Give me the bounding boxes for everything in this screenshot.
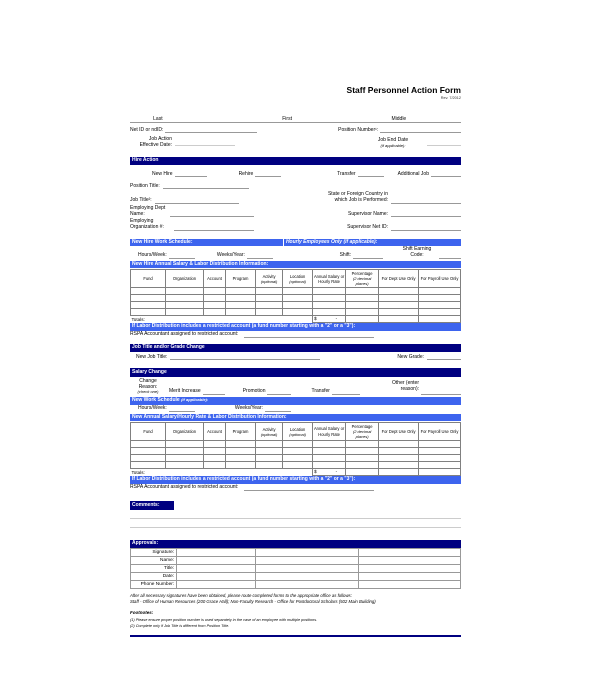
rspa-field-1[interactable] — [244, 332, 374, 338]
date-label: Date: — [131, 573, 177, 581]
netid-label: Net ID or ndID: — [130, 126, 164, 133]
cell[interactable] — [226, 288, 256, 295]
footnotes-label: Footnotes: — [130, 610, 154, 616]
cell[interactable] — [131, 448, 166, 455]
cell[interactable] — [346, 462, 379, 469]
promotion-label: Promotion — [242, 388, 266, 395]
employee-name-field[interactable] — [130, 115, 461, 123]
table-row — [131, 309, 461, 316]
form-title: Staff Personnel Action Form — [346, 85, 461, 95]
name-label: Name: — [131, 557, 177, 565]
table-row — [131, 288, 461, 295]
shift-label: Shift: — [339, 252, 351, 259]
cell[interactable] — [346, 448, 379, 455]
cell[interactable] — [379, 309, 419, 316]
col-percentage: Percentage (2 decimal places) — [346, 423, 379, 441]
col-organization: Organization — [165, 270, 203, 288]
cell[interactable] — [203, 309, 225, 316]
end-date-field[interactable] — [427, 140, 461, 146]
comments-area[interactable] — [174, 501, 461, 510]
state-country-label: State or Foreign Country in which Job is Performed: — [327, 191, 388, 204]
rspa-label: RSPA Accountant assigned to restricted account: — [130, 331, 239, 338]
cell[interactable] — [131, 288, 166, 295]
rehire-label: Rehire — [238, 170, 254, 177]
schedule2-row — [130, 406, 461, 412]
new-job-title-field[interactable] — [170, 354, 320, 360]
cell[interactable] — [419, 302, 461, 309]
cell[interactable] — [256, 441, 283, 448]
position-title-field[interactable] — [163, 183, 249, 189]
cell[interactable] — [165, 302, 203, 309]
approvals-table — [130, 548, 461, 589]
title-label: Title: — [131, 565, 177, 573]
cell[interactable] — [203, 455, 225, 462]
employing-org-label: Employing Organization #: — [130, 218, 164, 231]
approval-cell[interactable] — [177, 581, 256, 589]
labor-distribution-table-2 — [130, 422, 461, 476]
rspa-field-2[interactable] — [244, 485, 374, 491]
table-row — [131, 455, 461, 462]
job-title-field[interactable] — [155, 198, 239, 204]
col-dept-use: For Dept Use Only — [379, 423, 419, 441]
approval-cell[interactable] — [358, 565, 460, 573]
cell[interactable] — [131, 295, 166, 302]
shift-earning-code-label: Shift Earning Code: — [402, 246, 432, 259]
cell[interactable] — [313, 295, 346, 302]
cell[interactable] — [379, 469, 419, 476]
change-reason-row — [130, 379, 461, 395]
section-restricted-account-1: If Labor Distribution includes a restricted account (a fund number starting with a "2" or a "3"): — [130, 323, 461, 331]
table-row — [131, 302, 461, 309]
cell[interactable] — [226, 441, 256, 448]
dates-row — [130, 137, 461, 149]
footnote-2: (2) Complete only if Job Title is different from Position Title. — [130, 623, 230, 628]
section-restricted-account-2: If Labor Distribution includes a restricted account (a fund number starting with a "2" or a "3"): — [130, 476, 461, 484]
cell[interactable] — [379, 448, 419, 455]
effective-date-label: Job Action Effective Date: — [139, 136, 172, 149]
section-approvals: Approvals: — [130, 540, 461, 549]
totals-amount: $ - — [313, 316, 346, 323]
cell[interactable] — [419, 448, 461, 455]
job-title-label: Job Title²: — [130, 197, 152, 204]
rspa-label: RSPA Accountant assigned to restricted account: — [130, 483, 239, 490]
cell[interactable] — [131, 309, 166, 316]
cell[interactable] — [165, 448, 203, 455]
section-new-hire-work-schedule: New Hire Work Schedule: — [130, 239, 283, 247]
cell[interactable] — [346, 295, 379, 302]
approval-row — [131, 549, 461, 557]
new-hire-field[interactable] — [175, 171, 207, 177]
totals-row — [131, 316, 461, 323]
cell[interactable] — [165, 441, 203, 448]
cell[interactable] — [419, 309, 461, 316]
cell[interactable] — [256, 448, 283, 455]
approval-cell[interactable] — [177, 573, 256, 581]
cell[interactable] — [313, 309, 346, 316]
cell[interactable] — [283, 455, 313, 462]
col-fund: Fund — [131, 423, 166, 441]
comments-line[interactable] — [130, 510, 461, 519]
rspa-row-2 — [130, 485, 461, 491]
cell[interactable] — [165, 295, 203, 302]
col-salary-rate: Annual Salary or Hourly Rate — [313, 423, 346, 441]
cell[interactable] — [226, 448, 256, 455]
position-number-field[interactable] — [380, 127, 461, 133]
cell[interactable] — [346, 288, 379, 295]
cell[interactable] — [283, 462, 313, 469]
org-row — [130, 219, 461, 231]
cell[interactable] — [283, 309, 313, 316]
effective-date-field[interactable] — [175, 140, 235, 146]
cell[interactable] — [379, 288, 419, 295]
cell[interactable] — [165, 288, 203, 295]
section-grade-change: Job Title and/or Grade Change — [130, 344, 461, 353]
approval-row — [131, 573, 461, 581]
cell[interactable] — [379, 302, 419, 309]
cell[interactable] — [419, 469, 461, 476]
table-header-row — [131, 270, 461, 288]
routing-instructions — [130, 593, 461, 605]
position-number-label: Position Number¹: — [338, 126, 379, 133]
shift-earning-code-field[interactable] — [439, 253, 461, 259]
col-salary-rate: Annual Salary or Hourly Rate — [313, 270, 346, 288]
rspa-row-1 — [130, 332, 461, 338]
cell[interactable] — [346, 309, 379, 316]
cell[interactable] — [203, 441, 225, 448]
cell[interactable] — [419, 441, 461, 448]
transfer-label: Transfer — [337, 170, 356, 177]
transfer-field[interactable] — [358, 171, 384, 177]
supervisor-netid-label: Supervisor Net ID: — [347, 224, 388, 231]
approval-row — [131, 557, 461, 565]
col-percentage: Percentage (2 decimal places) — [346, 270, 379, 288]
cell[interactable] — [379, 441, 419, 448]
supervisor-name-field[interactable] — [391, 211, 461, 217]
cell[interactable] — [131, 455, 166, 462]
comments-line[interactable] — [130, 519, 461, 528]
col-program: Program — [226, 423, 256, 441]
cell[interactable] — [419, 316, 461, 323]
supervisor-netid-field[interactable] — [391, 225, 461, 231]
shift-field[interactable] — [353, 253, 383, 259]
other-reason-label: Other (enter reason): — [392, 380, 419, 392]
approval-cell[interactable] — [358, 549, 460, 557]
cell[interactable] — [346, 316, 379, 323]
cell[interactable] — [313, 462, 346, 469]
cell[interactable] — [283, 295, 313, 302]
approval-cell[interactable] — [256, 557, 358, 565]
cell[interactable] — [379, 316, 419, 323]
merit-increase-label: Merit Increase — [169, 388, 201, 395]
phone-number-label: Phone Number: — [131, 581, 177, 589]
cell[interactable] — [131, 462, 166, 469]
cell[interactable] — [226, 295, 256, 302]
cell[interactable] — [419, 295, 461, 302]
cell[interactable] — [165, 462, 203, 469]
cell[interactable] — [313, 441, 346, 448]
new-grade-field[interactable] — [427, 354, 461, 360]
hours-week-field[interactable] — [169, 253, 195, 259]
table-row — [131, 295, 461, 302]
form-page — [130, 86, 461, 637]
cell[interactable] — [226, 302, 256, 309]
cell[interactable] — [346, 302, 379, 309]
schedule-fields-row — [130, 247, 461, 259]
cell[interactable] — [346, 469, 379, 476]
promotion-field[interactable] — [267, 389, 291, 395]
approval-cell[interactable] — [358, 581, 460, 589]
comments-label: Comments: — [130, 501, 174, 510]
approval-row — [131, 565, 461, 573]
hours-week-label: Hours/Week: — [138, 252, 167, 259]
col-payroll-use: For Payroll Use Only — [419, 270, 461, 288]
position-title-label: Position Title: — [130, 182, 160, 189]
col-payroll-use: For Payroll Use Only — [419, 423, 461, 441]
cell[interactable] — [203, 295, 225, 302]
position-title-row — [130, 183, 461, 189]
cell[interactable] — [131, 302, 166, 309]
merit-increase-field[interactable] — [203, 389, 225, 395]
cell[interactable] — [256, 295, 283, 302]
routing-line-1: After all necessary signatures have been obtained, please route completed forms to the appropriate office as follows: — [130, 593, 352, 599]
approval-cell[interactable] — [256, 581, 358, 589]
cell[interactable] — [313, 448, 346, 455]
cell[interactable] — [165, 455, 203, 462]
cell[interactable] — [379, 295, 419, 302]
id-row — [130, 127, 461, 133]
employing-dept-label: Employing Dept Name: — [130, 204, 166, 217]
change-reason-label: Change Reason: (check one) — [137, 377, 159, 395]
approval-cell[interactable] — [256, 565, 358, 573]
bottom-rule — [130, 635, 461, 637]
section-salary-change: Salary Change — [130, 368, 461, 377]
table-header-row — [131, 423, 461, 441]
cell[interactable] — [283, 302, 313, 309]
new-hire-label: New Hire — [152, 170, 173, 177]
cell[interactable] — [283, 288, 313, 295]
additional-job-label: Additional Job — [397, 170, 429, 177]
section-hire-action: Hire Action — [130, 157, 461, 166]
weeks-year-label-2: Weeks/Year: — [234, 404, 263, 411]
hire-type-row — [130, 171, 461, 177]
signature-label: Signature: — [131, 549, 177, 557]
labor-distribution-table-1 — [130, 269, 461, 323]
cell[interactable] — [419, 288, 461, 295]
cell[interactable] — [379, 462, 419, 469]
cell[interactable] — [283, 441, 313, 448]
cell[interactable] — [256, 462, 283, 469]
cell[interactable] — [346, 441, 379, 448]
netid-field[interactable] — [165, 127, 257, 133]
end-date-label: Job End Date (if applicable): — [377, 136, 409, 148]
col-account: Account — [203, 270, 225, 288]
totals-label: Totals: — [131, 317, 145, 323]
new-grade-label: New Grade: — [397, 353, 424, 360]
col-activity: Activity (optional) — [256, 270, 283, 288]
cell[interactable] — [256, 309, 283, 316]
comments-section — [130, 501, 461, 510]
cell[interactable] — [419, 455, 461, 462]
footnote-1: (1) Please ensure proper position number is used separately in the case of an employee with multiple positions. — [130, 618, 318, 623]
cell[interactable] — [203, 462, 225, 469]
approval-cell[interactable] — [256, 549, 358, 557]
employing-dept-field[interactable] — [170, 211, 254, 217]
cell[interactable] — [226, 309, 256, 316]
cell[interactable] — [203, 448, 225, 455]
cell[interactable] — [419, 462, 461, 469]
routing-line-2: Staff - Office of Human Resources (200 Grace Hall); Non-Faculty Research - Office for Postdoctoral Scholars (502 Main Building) — [130, 599, 376, 605]
cell[interactable] — [256, 302, 283, 309]
weeks-year-field[interactable] — [247, 253, 273, 259]
cell[interactable] — [203, 302, 225, 309]
section-new-hire-salary-distribution: New Hire Annual Salary & Labor Distribution Information: — [130, 261, 461, 269]
table-row — [131, 441, 461, 448]
hours-week-label-2: Hours/Week: — [138, 404, 167, 411]
col-location: Location (optional) — [283, 423, 313, 441]
col-account: Account — [203, 423, 225, 441]
state-country-field[interactable] — [391, 198, 461, 204]
cell[interactable] — [256, 455, 283, 462]
hours-week-field-2[interactable] — [169, 406, 195, 412]
last-name-label: Last — [153, 116, 163, 123]
revision-date: Rev. 7/2012 — [440, 96, 461, 101]
rehire-field[interactable] — [255, 171, 281, 177]
cell[interactable] — [313, 288, 346, 295]
cell[interactable] — [379, 455, 419, 462]
approval-cell[interactable] — [177, 565, 256, 573]
cell[interactable] — [283, 448, 313, 455]
cell[interactable] — [256, 288, 283, 295]
weeks-year-label: Weeks/Year: — [216, 252, 245, 259]
table-row — [131, 448, 461, 455]
first-name-label: First — [282, 116, 292, 123]
transfer-change-label: Transfer — [311, 388, 330, 395]
grade-change-row — [130, 354, 461, 360]
col-fund: Fund — [131, 270, 166, 288]
totals-amount: $ - — [313, 469, 346, 476]
table-row — [131, 462, 461, 469]
totals-row — [131, 469, 461, 476]
transfer-change-field[interactable] — [332, 389, 360, 395]
col-location: Location (optional) — [283, 270, 313, 288]
cell[interactable] — [203, 288, 225, 295]
cell[interactable] — [313, 455, 346, 462]
cell[interactable] — [131, 441, 166, 448]
cell[interactable] — [226, 455, 256, 462]
col-program: Program — [226, 270, 256, 288]
approval-cell[interactable] — [256, 573, 358, 581]
approval-cell[interactable] — [177, 549, 256, 557]
other-reason-field[interactable] — [421, 389, 461, 395]
approval-cell[interactable] — [358, 573, 460, 581]
section-hourly-employees-only: Hourly Employees Only (if applicable): — [284, 239, 461, 247]
supervisor-name-label: Supervisor Name: — [347, 210, 388, 217]
col-dept-use: For Dept Use Only — [379, 270, 419, 288]
approval-cell[interactable] — [177, 557, 256, 565]
weeks-year-field-2[interactable] — [265, 406, 291, 412]
dept-row — [130, 206, 461, 218]
employing-org-field[interactable] — [174, 225, 254, 231]
cell[interactable] — [313, 302, 346, 309]
job-title-row — [130, 192, 461, 204]
new-job-title-label: New Job Title: — [136, 353, 168, 360]
cell[interactable] — [226, 462, 256, 469]
section-new-work-schedule: New Work Schedule (if applicable): — [130, 397, 461, 405]
section-new-salary-distribution: New Annual Salary/Hourly Rate & Labor Distribution Information: — [130, 414, 461, 422]
col-activity: Activity (optional) — [256, 423, 283, 441]
additional-job-field[interactable] — [431, 171, 461, 177]
middle-name-label: Middle — [391, 116, 407, 123]
cell[interactable] — [165, 309, 203, 316]
approval-cell[interactable] — [358, 557, 460, 565]
totals-label: Totals: — [131, 469, 145, 475]
work-schedule-bars — [130, 239, 461, 247]
cell[interactable] — [346, 455, 379, 462]
col-organization: Organization — [165, 423, 203, 441]
approval-row — [131, 581, 461, 589]
